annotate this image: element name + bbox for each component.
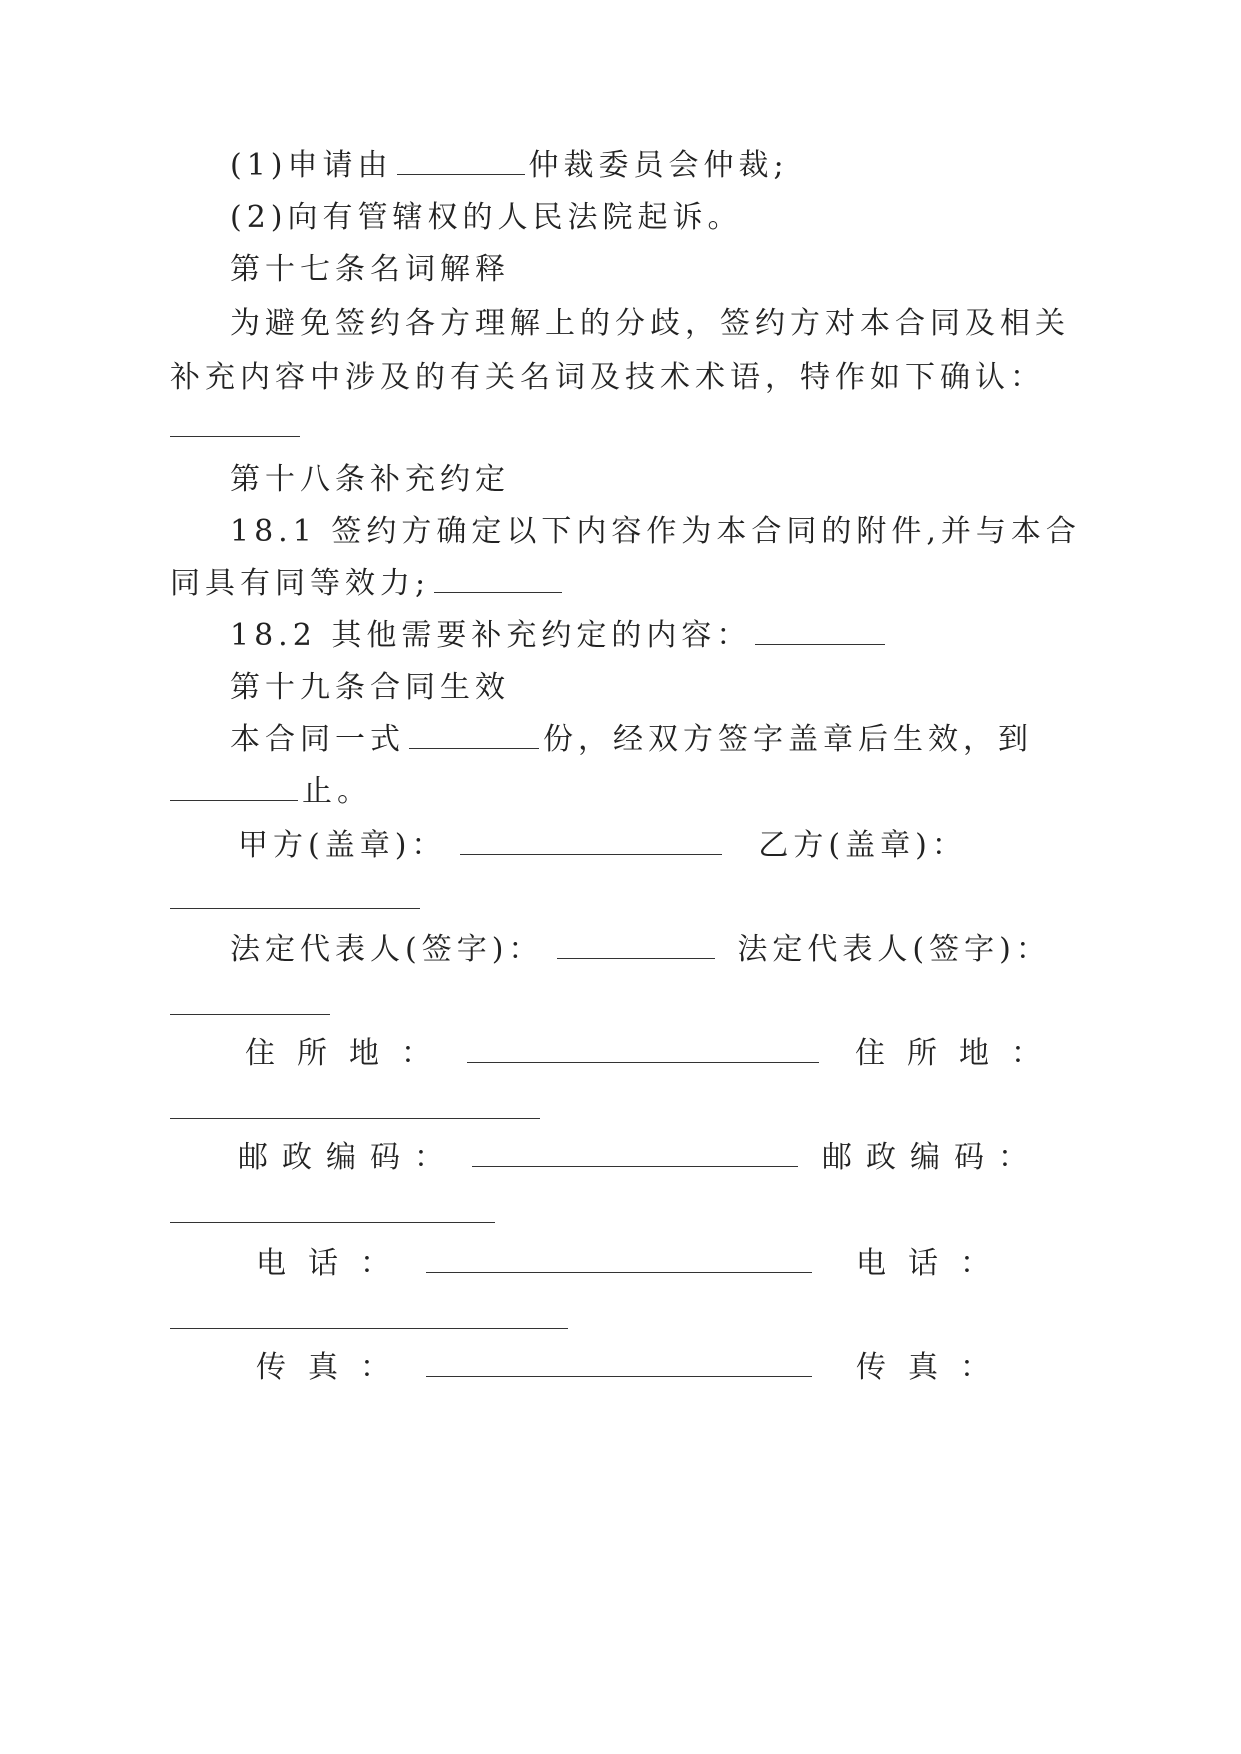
- fax-line: [0, 1348, 1241, 1388]
- article-18-title: [0, 460, 1241, 500]
- arbitration-option-text: (1)申请由: [230, 148, 393, 183]
- article-19-text: 本合同一式: [230, 722, 405, 757]
- article-19-title: [0, 668, 1241, 708]
- party-b-phone-blank-line: [0, 1300, 1241, 1340]
- article-19-text-end: 止。: [302, 774, 372, 809]
- party-a-postcode-blank[interactable]: [472, 1142, 798, 1167]
- party-b-legal-rep-blank-line: [0, 986, 1241, 1026]
- article-19-line1: [0, 720, 1241, 760]
- party-b-phone-label: 电话：: [856, 1246, 1012, 1281]
- clause-18-2-line: [0, 616, 1241, 656]
- arbitration-option-line: [0, 146, 1241, 186]
- party-a-seal-label: 甲方(盖章)：: [238, 828, 447, 863]
- party-a-fax-blank[interactable]: [426, 1352, 812, 1377]
- article-17-text-2: 补充内容中涉及的有关名词及技术术语，特作如下确认：: [170, 360, 1045, 395]
- address-line: [0, 1034, 1241, 1074]
- party-b-address-label: 住所地：: [855, 1036, 1063, 1071]
- copies-count-blank[interactable]: [409, 724, 539, 749]
- article-17-paragraph-line2: [0, 358, 1241, 398]
- party-a-address-label: 住所地：: [245, 1036, 453, 1071]
- legal-rep-line: [0, 930, 1241, 970]
- party-a-fax-label: 传真：: [256, 1350, 412, 1385]
- party-b-address-blank-line: [0, 1090, 1241, 1130]
- party-a-legal-rep-blank[interactable]: [557, 934, 715, 959]
- expiry-date-blank[interactable]: [170, 776, 298, 801]
- party-b-fax-label: 传真：: [856, 1350, 1012, 1385]
- article-19-text-mid: 份，经双方签字盖章后生效，到: [543, 722, 1033, 757]
- arbitration-option-text-end: 仲裁委员会仲裁;: [528, 148, 789, 183]
- phone-line: [0, 1244, 1241, 1284]
- article-17-blank-line: [0, 408, 1241, 448]
- terms-definition-blank[interactable]: [170, 412, 300, 437]
- arbitration-commission-blank[interactable]: [397, 150, 525, 175]
- party-a-address-blank[interactable]: [467, 1038, 819, 1063]
- supplementary-content-blank[interactable]: [755, 620, 885, 645]
- party-b-legal-rep-label: 法定代表人(签字)：: [737, 932, 1051, 967]
- party-a-postcode-label: 邮政编码：: [238, 1140, 458, 1175]
- party-b-postcode-blank-line: [0, 1194, 1241, 1234]
- clause-18-1-line1: [0, 512, 1241, 552]
- clause-18-2-text: 18.2 其他需要补充约定的内容：: [230, 618, 752, 653]
- article-19-title-text: 第十九条合同生效: [230, 670, 510, 705]
- party-b-seal-label: 乙方(盖章)：: [758, 828, 967, 863]
- party-a-phone-blank[interactable]: [426, 1248, 812, 1273]
- party-a-seal-blank[interactable]: [460, 830, 722, 855]
- clause-18-1-line2: [0, 564, 1241, 604]
- litigation-option-text: (2)向有管辖权的人民法院起诉。: [230, 200, 743, 235]
- article-17-paragraph-line1: [0, 304, 1241, 344]
- postcode-line: [0, 1138, 1241, 1178]
- party-b-postcode-blank[interactable]: [170, 1198, 495, 1223]
- attachments-blank[interactable]: [434, 568, 562, 593]
- party-b-legal-rep-blank[interactable]: [170, 990, 330, 1015]
- article-17-title-text: 第十七条名词解释: [230, 252, 510, 287]
- article-17-title: [0, 250, 1241, 290]
- party-a-legal-rep-label: 法定代表人(签字)：: [230, 932, 544, 967]
- party-b-postcode-label: 邮政编码：: [822, 1140, 1042, 1175]
- party-b-address-blank[interactable]: [170, 1094, 540, 1119]
- party-b-seal-blank-line: [0, 880, 1241, 920]
- article-19-line2: [0, 772, 1241, 812]
- seal-line: [0, 826, 1241, 866]
- party-b-seal-blank[interactable]: [170, 884, 420, 909]
- article-18-title-text: 第十八条补充约定: [230, 462, 510, 497]
- article-17-text-1: 为避免签约各方理解上的分歧，签约方对本合同及相关: [230, 306, 1070, 341]
- clause-18-1-text-end: 同具有同等效力;: [170, 566, 431, 601]
- party-a-phone-label: 电话：: [256, 1246, 412, 1281]
- party-b-phone-blank[interactable]: [170, 1304, 568, 1329]
- clause-18-1-text: 18.1 签约方确定以下内容作为本合同的附件,并与本合: [230, 514, 1081, 549]
- litigation-option-line: [0, 198, 1241, 238]
